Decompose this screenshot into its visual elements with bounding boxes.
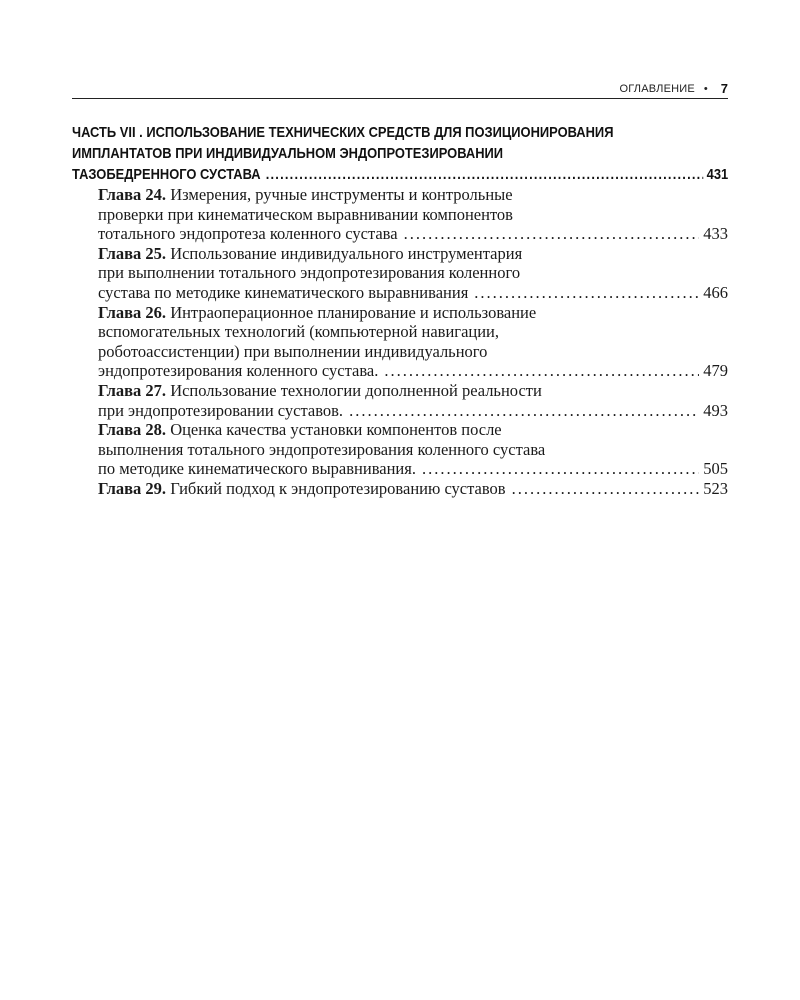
dot-leader	[266, 164, 703, 185]
dot-leader	[422, 459, 699, 479]
chapter-title-line: вспомогательных технологий (компьютерной навигации,	[98, 322, 500, 342]
part-title-last-line	[72, 164, 728, 185]
chapter-page-number: 505	[703, 459, 728, 479]
chapter-label: Глава 25.	[98, 243, 167, 263]
chapter-title-line: Использование технологии дополненной реальности	[170, 380, 542, 400]
part-page-number: 431	[706, 166, 729, 183]
chapter-page-number: 493	[703, 400, 728, 420]
chapter-title-line: при эндопротезировании суставов.	[98, 400, 344, 420]
chapter-label: Глава 24.	[98, 185, 167, 204]
chapter-title-line: сустава по методике кинематического выравнивания	[98, 282, 469, 302]
chapter-list	[98, 185, 728, 499]
dot-leader	[404, 224, 700, 244]
chapter-title-line: проверки при кинематическом выравнивании компонентов	[98, 204, 513, 224]
header-title: ОГЛАВЛЕНИЕ	[619, 82, 695, 95]
chapter-label: Глава 27.	[98, 380, 167, 400]
chapter-title-line: тотального эндопротеза коленного сустава	[98, 224, 398, 244]
part-title-line: ИМПЛАНТАТОВ ПРИ ИНДИВИДУАЛЬНОМ ЭНДОПРОТЕЗИРОВАНИИ	[72, 145, 504, 162]
chapter-entry	[98, 185, 728, 244]
chapter-page-number: 479	[703, 361, 728, 381]
chapter-entry	[98, 244, 728, 303]
chapter-page-number: 523	[703, 478, 728, 498]
chapter-page-number: 433	[703, 224, 728, 244]
dot-leader	[384, 361, 699, 381]
chapter-title-line: Оценка качества установки компонентов после	[170, 420, 502, 440]
chapter-title-line: по методике кинематического выравнивания.	[98, 459, 416, 479]
chapter-title-line: Использование индивидуального инструментария	[170, 243, 523, 263]
chapter-entry	[98, 381, 728, 420]
chapter-title-line: Гибкий подход к эндопротезированию суставов	[170, 478, 506, 498]
running-header	[72, 78, 728, 99]
chapter-title-line: роботоассистенции) при выполнении индивидуального	[98, 341, 488, 361]
chapter-label: Глава 26.	[98, 302, 167, 322]
chapter-label: Глава 28.	[98, 420, 167, 440]
chapter-title-line: эндопротезирования коленного сустава.	[98, 361, 379, 381]
chapter-title-line: Измерения, ручные инструменты и контрольные	[170, 185, 513, 204]
chapter-page-number: 466	[703, 282, 728, 302]
chapter-entry	[98, 479, 728, 499]
chapter-title-line: Интраоперационное планирование и использование	[170, 302, 537, 322]
chapter-title-line: выполнения тотального эндопротезирования коленного сустава	[98, 439, 546, 459]
table-of-contents	[72, 122, 728, 499]
page-number: 7	[720, 81, 728, 96]
chapter-entry	[98, 420, 728, 479]
chapter-title-line: при выполнении тотального эндопротезирования коленного	[98, 263, 521, 283]
dot-leader	[349, 401, 699, 421]
chapter-label: Глава 29.	[98, 478, 167, 498]
part-title-line: ЧАСТЬ VII . ИСПОЛЬЗОВАНИЕ ТЕХНИЧЕСКИХ СРЕДСТВ ДЛЯ ПОЗИЦИОНИРОВАНИЯ	[72, 124, 614, 141]
part-heading	[72, 122, 728, 185]
part-title-line: ТАЗОБЕДРЕННОГО СУСТАВА	[72, 166, 261, 183]
chapter-entry	[98, 303, 728, 381]
dot-leader	[512, 479, 700, 499]
bullet-icon: •	[703, 82, 708, 95]
header-right	[619, 81, 728, 96]
dot-leader	[474, 283, 699, 303]
